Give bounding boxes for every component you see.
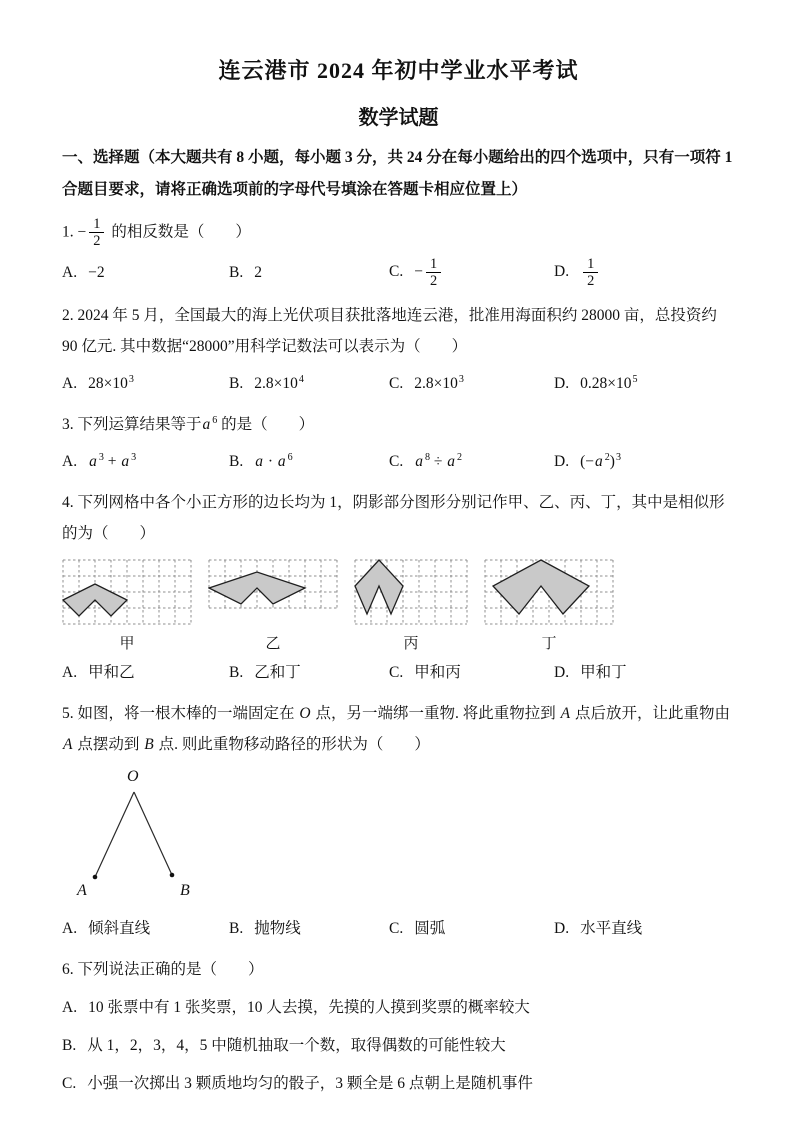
- option-label: A.: [62, 998, 78, 1016]
- option-a: [62, 368, 229, 399]
- option-label: C.: [389, 452, 404, 470]
- option-label: B.: [229, 374, 244, 392]
- option-b: [62, 1030, 735, 1061]
- option-content: 甲和乙: [88, 663, 135, 681]
- option-a: [62, 446, 229, 477]
- option-content: $28\times 10^3$: [88, 374, 134, 392]
- figure-label: 丙: [403, 635, 419, 652]
- option-content: 甲和丙: [414, 663, 461, 681]
- section-intro: 一、选择题（本大题共有 8 小题，每小题 3 分，共 24 分在每小题给出的四个选项中，只有一项符 1 合题目要求，请将正确选项前的字母代号填涂在答题卡相应位置上）: [62, 149, 733, 198]
- option-label: A.: [62, 374, 78, 392]
- option-c: [389, 913, 554, 944]
- option-d: [554, 913, 735, 944]
- rod-left-line: [95, 792, 134, 877]
- option-content: 10 张票中有 1 张奖票，10 人去摸，先摸的人摸到奖票的概率较大: [88, 998, 530, 1016]
- option-c: [62, 1068, 735, 1099]
- option-label: A.: [62, 264, 78, 282]
- question-2-options: [62, 368, 735, 399]
- option-label: B.: [229, 264, 244, 282]
- question-2-stem: 2. 2024 年 5 月，全国最大的海上光伏项目获批落地连云港，批准用海面积约 28000 亩，总投资约 90 亿元. 其中数据“28000”用科学记数法可以表示为（ ）: [62, 306, 717, 355]
- question-3: [62, 409, 735, 477]
- option-label: B.: [229, 663, 244, 681]
- option-b: [229, 446, 389, 477]
- option-d: [554, 446, 735, 477]
- point-a-label: A: [77, 881, 87, 899]
- grid-figure-bing: [354, 559, 468, 653]
- pendulum-figure-wrap: [68, 766, 735, 909]
- question-1-stem: 1. − $\frac{1}{2}$ 的相反数是（ ）: [62, 215, 251, 250]
- page-title: 连云港市 2024 年初中学业水平考试: [218, 58, 579, 83]
- option-c: [389, 256, 554, 290]
- figure-label: 甲: [119, 635, 135, 652]
- option-d: [554, 657, 735, 688]
- question-1-options: [62, 256, 735, 290]
- grid-figure-ding: [484, 559, 614, 653]
- pendulum-figure: [68, 766, 248, 904]
- option-content: 甲和丁: [580, 663, 627, 681]
- option-label: A.: [62, 663, 78, 681]
- question-5-options: [62, 913, 735, 944]
- option-content: − $\frac{1}{2}$: [414, 263, 444, 280]
- question-3-stem: 3. 下列运算结果等于a $^6$ 的是（ ）: [62, 415, 315, 433]
- option-label: B.: [229, 919, 244, 937]
- grid-figure-svg: [208, 559, 338, 609]
- option-content: 从 1，2，3，4，5 中随机抽取一个数，取得偶数的可能性较大: [87, 1036, 506, 1054]
- option-label: D.: [554, 374, 570, 392]
- option-content: $0.28\times 10^5$: [580, 374, 638, 392]
- option-label: B.: [229, 452, 244, 470]
- option-content: 倾斜直线: [88, 919, 151, 937]
- option-label: C.: [389, 263, 404, 281]
- option-label: C.: [389, 663, 404, 681]
- question-4-figures: [62, 559, 735, 653]
- grid-figure-svg: [354, 559, 468, 625]
- option-label: D.: [554, 663, 570, 681]
- option-content: a $^8$ ÷ a $^2$: [415, 452, 463, 470]
- option-label: D.: [554, 919, 570, 937]
- option-b: [229, 657, 389, 688]
- question-4-options: [62, 657, 735, 688]
- option-content: a $^3$ + a $^3$: [89, 452, 137, 470]
- question-2: [62, 300, 735, 399]
- grid-figure-svg: [62, 559, 192, 625]
- question-6-stem: 6. 下列说法正确的是（ ）: [62, 960, 264, 978]
- question-4-stem: 4. 下列网格中各个小正方形的边长均为 1，阴影部分图形分别记作甲、乙、丙、丁，其中是相似形的为（ ）: [62, 493, 725, 542]
- page-subtitle: 数学试题: [358, 107, 439, 129]
- option-content: 乙和丁: [254, 663, 301, 681]
- option-content: 小强一次掷出 3 颗质地均匀的骰子，3 颗全是 6 点朝上是随机事件: [87, 1074, 533, 1092]
- figure-label: 乙: [265, 635, 281, 652]
- option-label: A.: [62, 452, 78, 470]
- question-6: [62, 954, 735, 1099]
- question-1: [62, 216, 735, 290]
- option-content: $2.8\times 10^3$: [414, 374, 464, 392]
- option-content: $\frac{1}{2}$: [580, 263, 601, 280]
- question-6-options: [62, 992, 735, 1099]
- grid-figure-yi: [208, 559, 338, 653]
- point-b-dot: [170, 873, 175, 878]
- option-b: [229, 368, 389, 399]
- option-label: C.: [62, 1074, 77, 1092]
- option-content: $2.8\times 10^4$: [254, 374, 304, 392]
- question-3-options: [62, 446, 735, 477]
- figure-label: 丁: [541, 635, 557, 652]
- question-5: [62, 698, 735, 944]
- rod-right-line: [134, 792, 172, 875]
- option-a: [62, 257, 229, 288]
- option-b: [229, 257, 389, 288]
- question-4: [62, 487, 735, 688]
- option-c: [389, 368, 554, 399]
- point-a-dot: [93, 875, 98, 880]
- option-content: a · a $^6$: [255, 452, 293, 470]
- option-d: [554, 256, 735, 290]
- point-o-label: O: [127, 767, 139, 785]
- point-b-label: B: [180, 881, 190, 899]
- option-label: B.: [62, 1036, 77, 1054]
- option-label: C.: [389, 374, 404, 392]
- option-d: [554, 368, 735, 399]
- option-a: [62, 657, 229, 688]
- option-c: [389, 446, 554, 477]
- option-content: 水平直线: [580, 919, 643, 937]
- option-label: D.: [554, 452, 570, 470]
- option-label: A.: [62, 919, 78, 937]
- option-c: [389, 657, 554, 688]
- question-5-stem: 5. 如图，将一根木棒的一端固定在 O 点，另一端绑一重物. 将此重物拉到 A 点后放开，让此重物由 A 点摆动到 B 点. 则此重物移动路径的形状为（ ）: [62, 704, 730, 753]
- option-label: D.: [554, 263, 570, 281]
- option-content: −2: [88, 264, 105, 282]
- option-b: [229, 913, 389, 944]
- option-a: [62, 913, 229, 944]
- option-content: 2: [254, 264, 262, 282]
- option-content: 圆弧: [414, 919, 446, 937]
- option-a: [62, 992, 735, 1023]
- grid-figure-jia: [62, 559, 192, 653]
- option-content: (−a $^2$)$^3$: [580, 452, 621, 470]
- option-label: C.: [389, 919, 404, 937]
- option-content: 抛物线: [254, 919, 301, 937]
- grid-figure-svg: [484, 559, 614, 625]
